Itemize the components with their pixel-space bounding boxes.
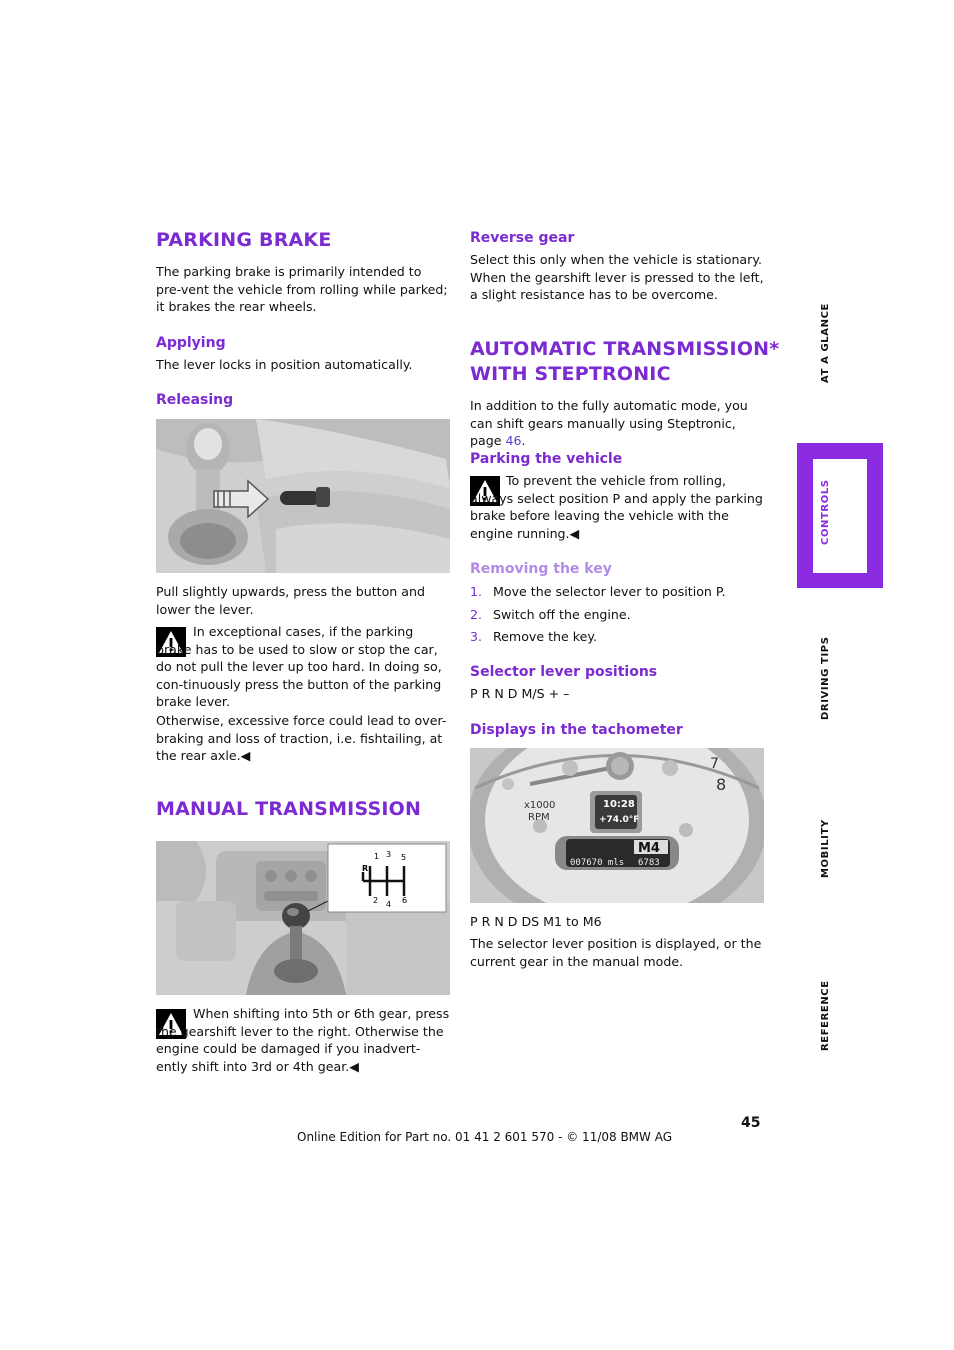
tab-reference[interactable]: REFERENCE [820, 980, 831, 1051]
applying-text: The lever locks in position automatically. [156, 357, 413, 372]
selector-lever-heading: Selector lever positions [470, 664, 658, 680]
tab-controls[interactable]: CONTROLS [820, 479, 831, 545]
automatic-transmission-heading-line2: WITH STEPTRONIC [470, 363, 671, 385]
tab-driving-tips[interactable]: DRIVING TIPS [820, 636, 831, 720]
tacho-digit-8: 8 [716, 775, 727, 794]
tab-controls-active-background [797, 443, 883, 588]
tacho-time: 10:28 [603, 799, 635, 810]
removing-key-heading: Removing the key [470, 561, 612, 577]
steptronic-intro [470, 397, 764, 450]
tachometer-displays-heading: Displays in the tachometer [470, 722, 683, 738]
page-46-link[interactable]: 46 [505, 433, 522, 449]
gear-label-3: 3 [386, 850, 392, 859]
parking-vehicle-heading: Parking the vehicle [470, 451, 623, 467]
page-number: 45 [741, 1115, 761, 1131]
list-item [470, 606, 764, 624]
applying-heading: Applying [156, 335, 226, 351]
step-text: Move the selector lever to position P. [493, 584, 726, 599]
automatic-transmission-heading-line1: AUTOMATIC TRANSMISSION* [470, 338, 780, 360]
tachometer-positions-text: P R N D DS M1 to M6 [470, 914, 602, 929]
reverse-gear-text: Select this only when the vehicle is stationary. When the gearshift lever is pressed to the left, a slight resistance has to be overcome. [470, 252, 764, 303]
warning-parking-brake-text: In exceptional cases, if the parking brake has to be used to slow or stop the car, do not pull the lever up too hard. In doing so, con-tinuously press the button of the parking brake lever. [156, 624, 442, 710]
selector-lever-positions: P R N D M/S + – [470, 686, 570, 701]
warning-gear-shift-text: When shifting into 5th or 6th gear, press the gearshift lever to the right. Otherwise the engine could be damaged if you inadvert-ently shift into 3rd or 4th gear.◀ [156, 1006, 450, 1074]
manual-transmission-image [156, 841, 450, 995]
step-number: 1. [470, 584, 483, 599]
step-text: Remove the key. [493, 629, 598, 645]
reverse-gear-heading: Reverse gear [470, 230, 575, 246]
parking-brake-intro: The parking brake is primarily intended to pre-vent the vehicle from rolling while parked; it brakes the rear wheels. [156, 264, 448, 315]
gear-label-6: 6 [402, 896, 408, 905]
gear-label-r: R [362, 864, 369, 873]
list-item [470, 583, 764, 601]
tacho-temperature: +74.0°F [599, 815, 640, 825]
warning-parking-brake-continued: Otherwise, excessive force could lead to over-braking and loss of traction, i.e. fishtailing, at the rear axle.◀ [156, 713, 447, 764]
step-text: Switch off the engine. [493, 606, 631, 622]
parking-vehicle-warning-text: To prevent the vehicle from rolling, always select position P and apply the parking brake before leaving the vehicle with the engine running.◀ [470, 473, 763, 541]
tachometer-image [470, 748, 764, 903]
tacho-digit-7: 7 [710, 756, 719, 772]
parking-brake-image [156, 419, 450, 573]
releasing-text: Pull slightly upwards, press the button and lower the lever. [156, 584, 425, 617]
tab-mobility[interactable]: MOBILITY [820, 819, 831, 878]
steptronic-intro-end: . [521, 433, 526, 449]
parking-brake-heading: PARKING BRAKE [156, 229, 332, 251]
gearshift-illustration [156, 841, 450, 995]
releasing-heading: Releasing [156, 392, 234, 408]
tachometer-description: The selector lever position is displayed, or the current gear in the manual mode. [470, 936, 762, 969]
manual-transmission-heading: MANUAL TRANSMISSION [156, 798, 422, 820]
tachometer-illustration [470, 748, 764, 903]
list-item [470, 628, 764, 646]
step-number: 3. [470, 629, 483, 645]
tab-at-a-glance[interactable]: AT A GLANCE [820, 303, 831, 383]
tacho-odometer: 007670 mls [570, 858, 625, 868]
parking-brake-illustration [156, 419, 450, 573]
gear-label-5: 5 [401, 853, 407, 862]
gear-label-1: 1 [374, 852, 380, 861]
steptronic-intro-text: In addition to the fully automatic mode, you can shift gears manually using Steptronic, page [470, 398, 748, 449]
footer-edition: Online Edition for Part no. 01 41 2 601 570 - © 11/08 BMW AG [297, 1130, 673, 1144]
removing-key-steps [470, 583, 764, 646]
rpm-multiplier-label: x1000 [524, 800, 556, 811]
step-number: 2. [470, 606, 483, 622]
tacho-gear-indicator: M4 [638, 841, 660, 856]
tacho-trip: 6783 [638, 858, 660, 868]
gear-label-2: 2 [373, 896, 379, 905]
rpm-label: RPM [528, 812, 550, 823]
gear-label-4: 4 [386, 900, 392, 909]
